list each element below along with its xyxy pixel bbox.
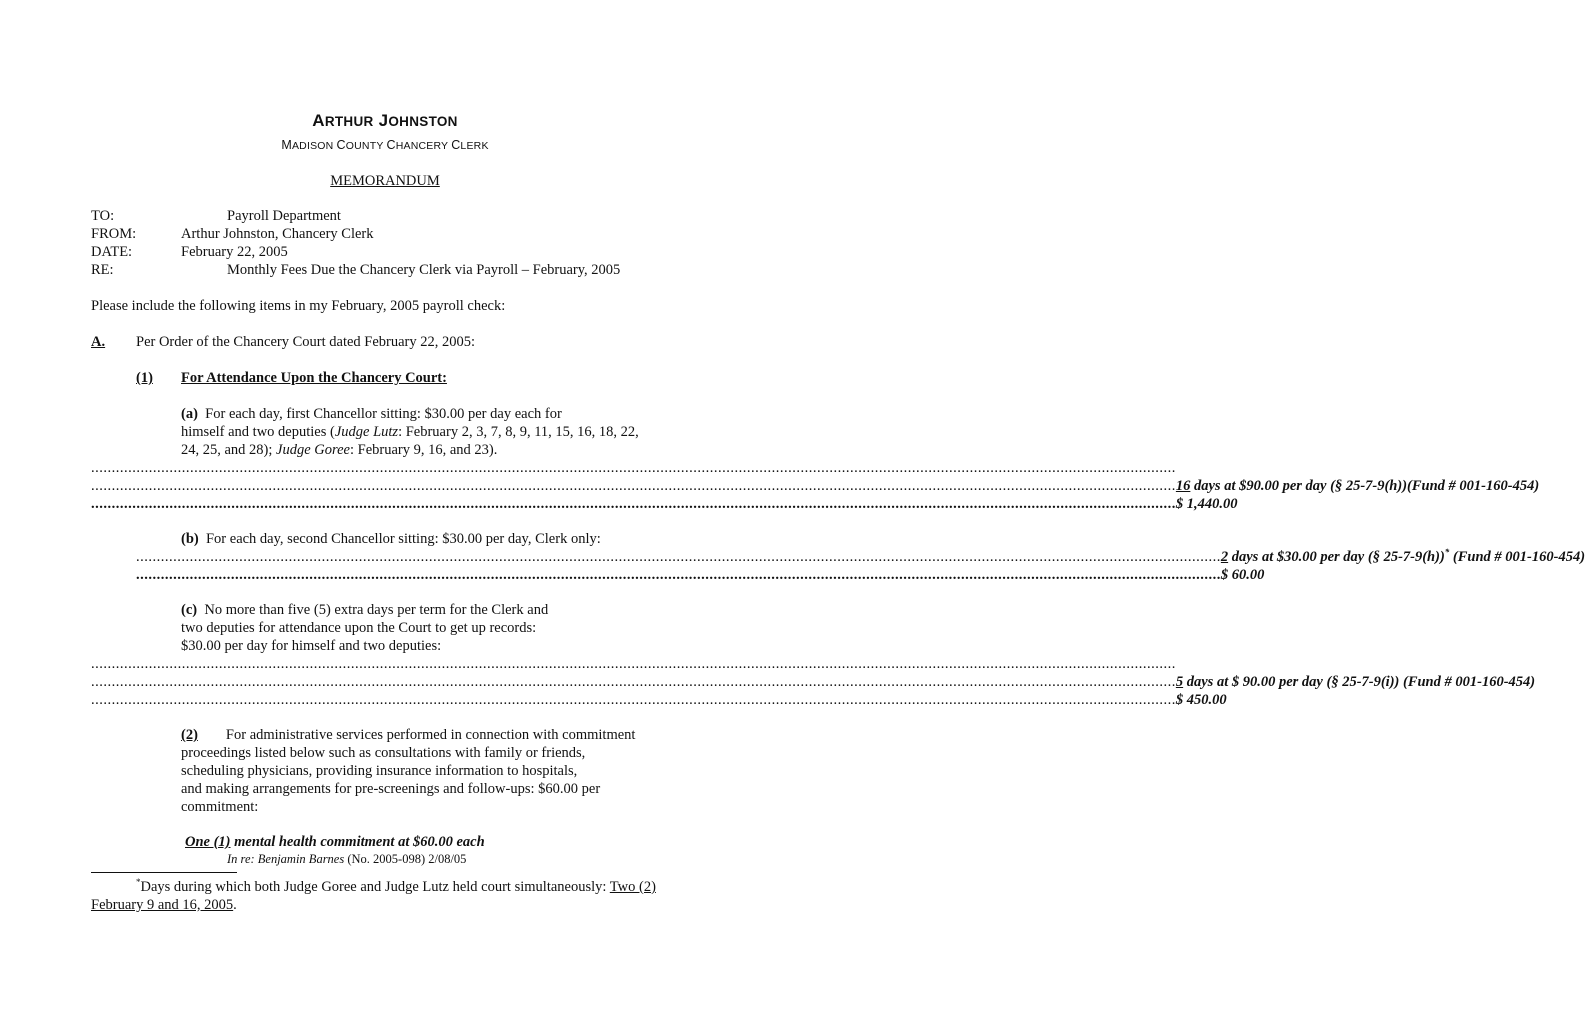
item-b-text1: For each day, second Chancellor sitting: $30.00 per day, Clerk only: [205, 531, 601, 547]
item-c-line3: $30.00 per day for himself and two deputies: [181, 638, 442, 654]
subtitle-part: C [336, 138, 346, 152]
item-b-fund: (Fund # 001-160-454) [1449, 549, 1585, 565]
item-a-total-line [91, 495, 1238, 513]
item-2-label: (2) [181, 727, 198, 743]
item-2-line4: and making arrangements for pre-screenings and follow-ups: $60.00 per [181, 781, 601, 797]
item-a-line3 [181, 441, 497, 459]
subtitle-part: OUNTY [345, 140, 387, 152]
leader-dots [91, 655, 1176, 673]
footnote-count: Two (2) [609, 879, 656, 895]
item-c-rate-line [91, 673, 1536, 691]
item-a-total: $ 1,440.00 [1175, 496, 1238, 512]
memo-label-to: TO: [91, 208, 115, 224]
item-b-label: (b) [181, 531, 199, 547]
section-a-label: A. [91, 334, 106, 350]
item-b-rate: days at $30.00 per day (§ 25-7-9(h)) [1228, 549, 1445, 565]
leader-dots-text: ....................................................................................................................................................................................................................................................................... [91, 674, 1176, 690]
item-c-text1: No more than five (5) extra days per term for the Clerk and [204, 602, 549, 618]
item-2-line2: proceedings listed below such as consultations with family or friends, [181, 745, 586, 761]
leader-dots-text: ....................................................................................................................................................................................................................................................................... [91, 460, 1176, 476]
subtitle-part: LERK [460, 140, 489, 152]
item-2-line1 [181, 726, 635, 744]
item-a-text3: 24, 25, and 28); [181, 442, 277, 458]
item-b-days: 2 [1220, 549, 1229, 565]
memo-value-to: Payroll Department [227, 208, 341, 224]
footnote-divider [91, 872, 237, 873]
memo-label-re: RE: [91, 262, 114, 278]
intro-text: Please include the following items in my February, 2005 payroll check: [91, 298, 506, 314]
judge-name: Judge Goree [276, 442, 350, 458]
judge-name: Judge Lutz [334, 424, 399, 440]
footnote [91, 878, 691, 914]
item-2-line3: scheduling physicians, providing insurance information to hospitals, [181, 763, 578, 779]
memo-title: MEMORANDUM [330, 173, 440, 189]
footnote-text: Days during which both Judge Goree and Judge Lutz held court simultaneously: [140, 879, 610, 895]
leader-dots-text: ....................................................................................................................................................................................................................................................................... [91, 692, 1176, 708]
name-initial-first: A [312, 111, 325, 130]
item-2-line5: commitment: [181, 799, 259, 815]
header-name [0, 112, 770, 131]
item-1-label: (1) [136, 370, 153, 386]
item-2-text1: For administrative services performed in connection with commitment [225, 727, 636, 743]
commitment-count-text: mental health commitment at $60.00 each [230, 834, 485, 850]
subtitle-part: HANCERY [395, 140, 452, 152]
item-c-days: 5 [1175, 674, 1184, 690]
item-a-rate-line [91, 477, 1540, 495]
leader-dots [91, 459, 1176, 477]
item-1-heading: For Attendance Upon the Chancery Court: [181, 370, 447, 386]
subtitle-part: M [281, 138, 292, 152]
item-c-line1 [181, 601, 548, 619]
leader-dots-text: ....................................................................................................................................................................................................................................................................... [91, 656, 1176, 672]
subtitle-part: C [451, 138, 461, 152]
memo-value-re: Monthly Fees Due the Chancery Clerk via Payroll – February, 2005 [227, 262, 621, 278]
leader-dots-text: ....................................................................................................................................................................................................................................................................... [136, 549, 1221, 565]
item-b-rate-line [136, 547, 1585, 566]
item-c-total-line [91, 691, 1227, 709]
item-a-text2b: : February 2, 3, 7, 8, 9, 11, 15, 16, 18, 22, [398, 424, 639, 440]
item-a-days: 16 [1175, 478, 1191, 494]
leader-dots-text: ....................................................................................................................................................................................................................................................................... [91, 496, 1176, 512]
case-name: In re: Benjamin Barnes [227, 852, 345, 866]
subtitle-part: ADISON [291, 140, 337, 152]
item-b-total-line [136, 566, 1265, 584]
commitment-count [185, 833, 485, 851]
case-number: (No. 2005-098) 2/08/05 [344, 852, 467, 866]
item-a-line2 [181, 423, 639, 441]
footnote-dates: February 9 and 16, 2005 [91, 897, 234, 913]
item-c-label: (c) [181, 602, 198, 618]
name-initial-last: J [378, 111, 389, 130]
footnote-mark: * [136, 877, 141, 888]
memo-value-from: Arthur Johnston, Chancery Clerk [181, 226, 374, 242]
commitment-count-label: One (1) [185, 834, 231, 850]
leader-dots-text: ....................................................................................................................................................................................................................................................................... [136, 567, 1221, 583]
memo-label-date: DATE: [91, 244, 133, 260]
item-a-label: (a) [181, 406, 198, 422]
name-rest-last: OHNSTON [388, 114, 458, 129]
item-b-total: $ 60.00 [1220, 567, 1265, 583]
item-a-text3b: : February 9, 16, and 23). [350, 442, 498, 458]
item-a-text1: For each day, first Chancellor sitting: $30.00 per day each for [205, 406, 562, 422]
memo-label-from: FROM: [91, 226, 137, 242]
item-c-total: $ 450.00 [1175, 692, 1227, 708]
case-reference [227, 850, 466, 868]
item-a-line1 [181, 405, 562, 423]
memo-value-date: February 22, 2005 [181, 244, 288, 260]
leader-dots-text: ....................................................................................................................................................................................................................................................................... [91, 478, 1176, 494]
item-c-rate: days at $ 90.00 per day (§ 25-7-9(i)) (Fund # 001-160-454) [1183, 674, 1536, 690]
footnote-end: . [233, 897, 237, 913]
name-rest-first: RTHUR [324, 114, 374, 129]
section-a-text: Per Order of the Chancery Court dated February 22, 2005: [136, 334, 476, 350]
item-a-rate: days at $90.00 per day (§ 25-7-9(h))(Fund # 001-160-454) [1190, 478, 1540, 494]
footnote-mark: * [1444, 547, 1450, 558]
item-b-line1 [181, 530, 601, 548]
item-a-text2: himself and two deputies ( [181, 424, 335, 440]
header-subtitle [0, 136, 770, 155]
item-c-line2: two deputies for attendance upon the Court to get up records: [181, 620, 537, 636]
subtitle-part: C [386, 138, 396, 152]
